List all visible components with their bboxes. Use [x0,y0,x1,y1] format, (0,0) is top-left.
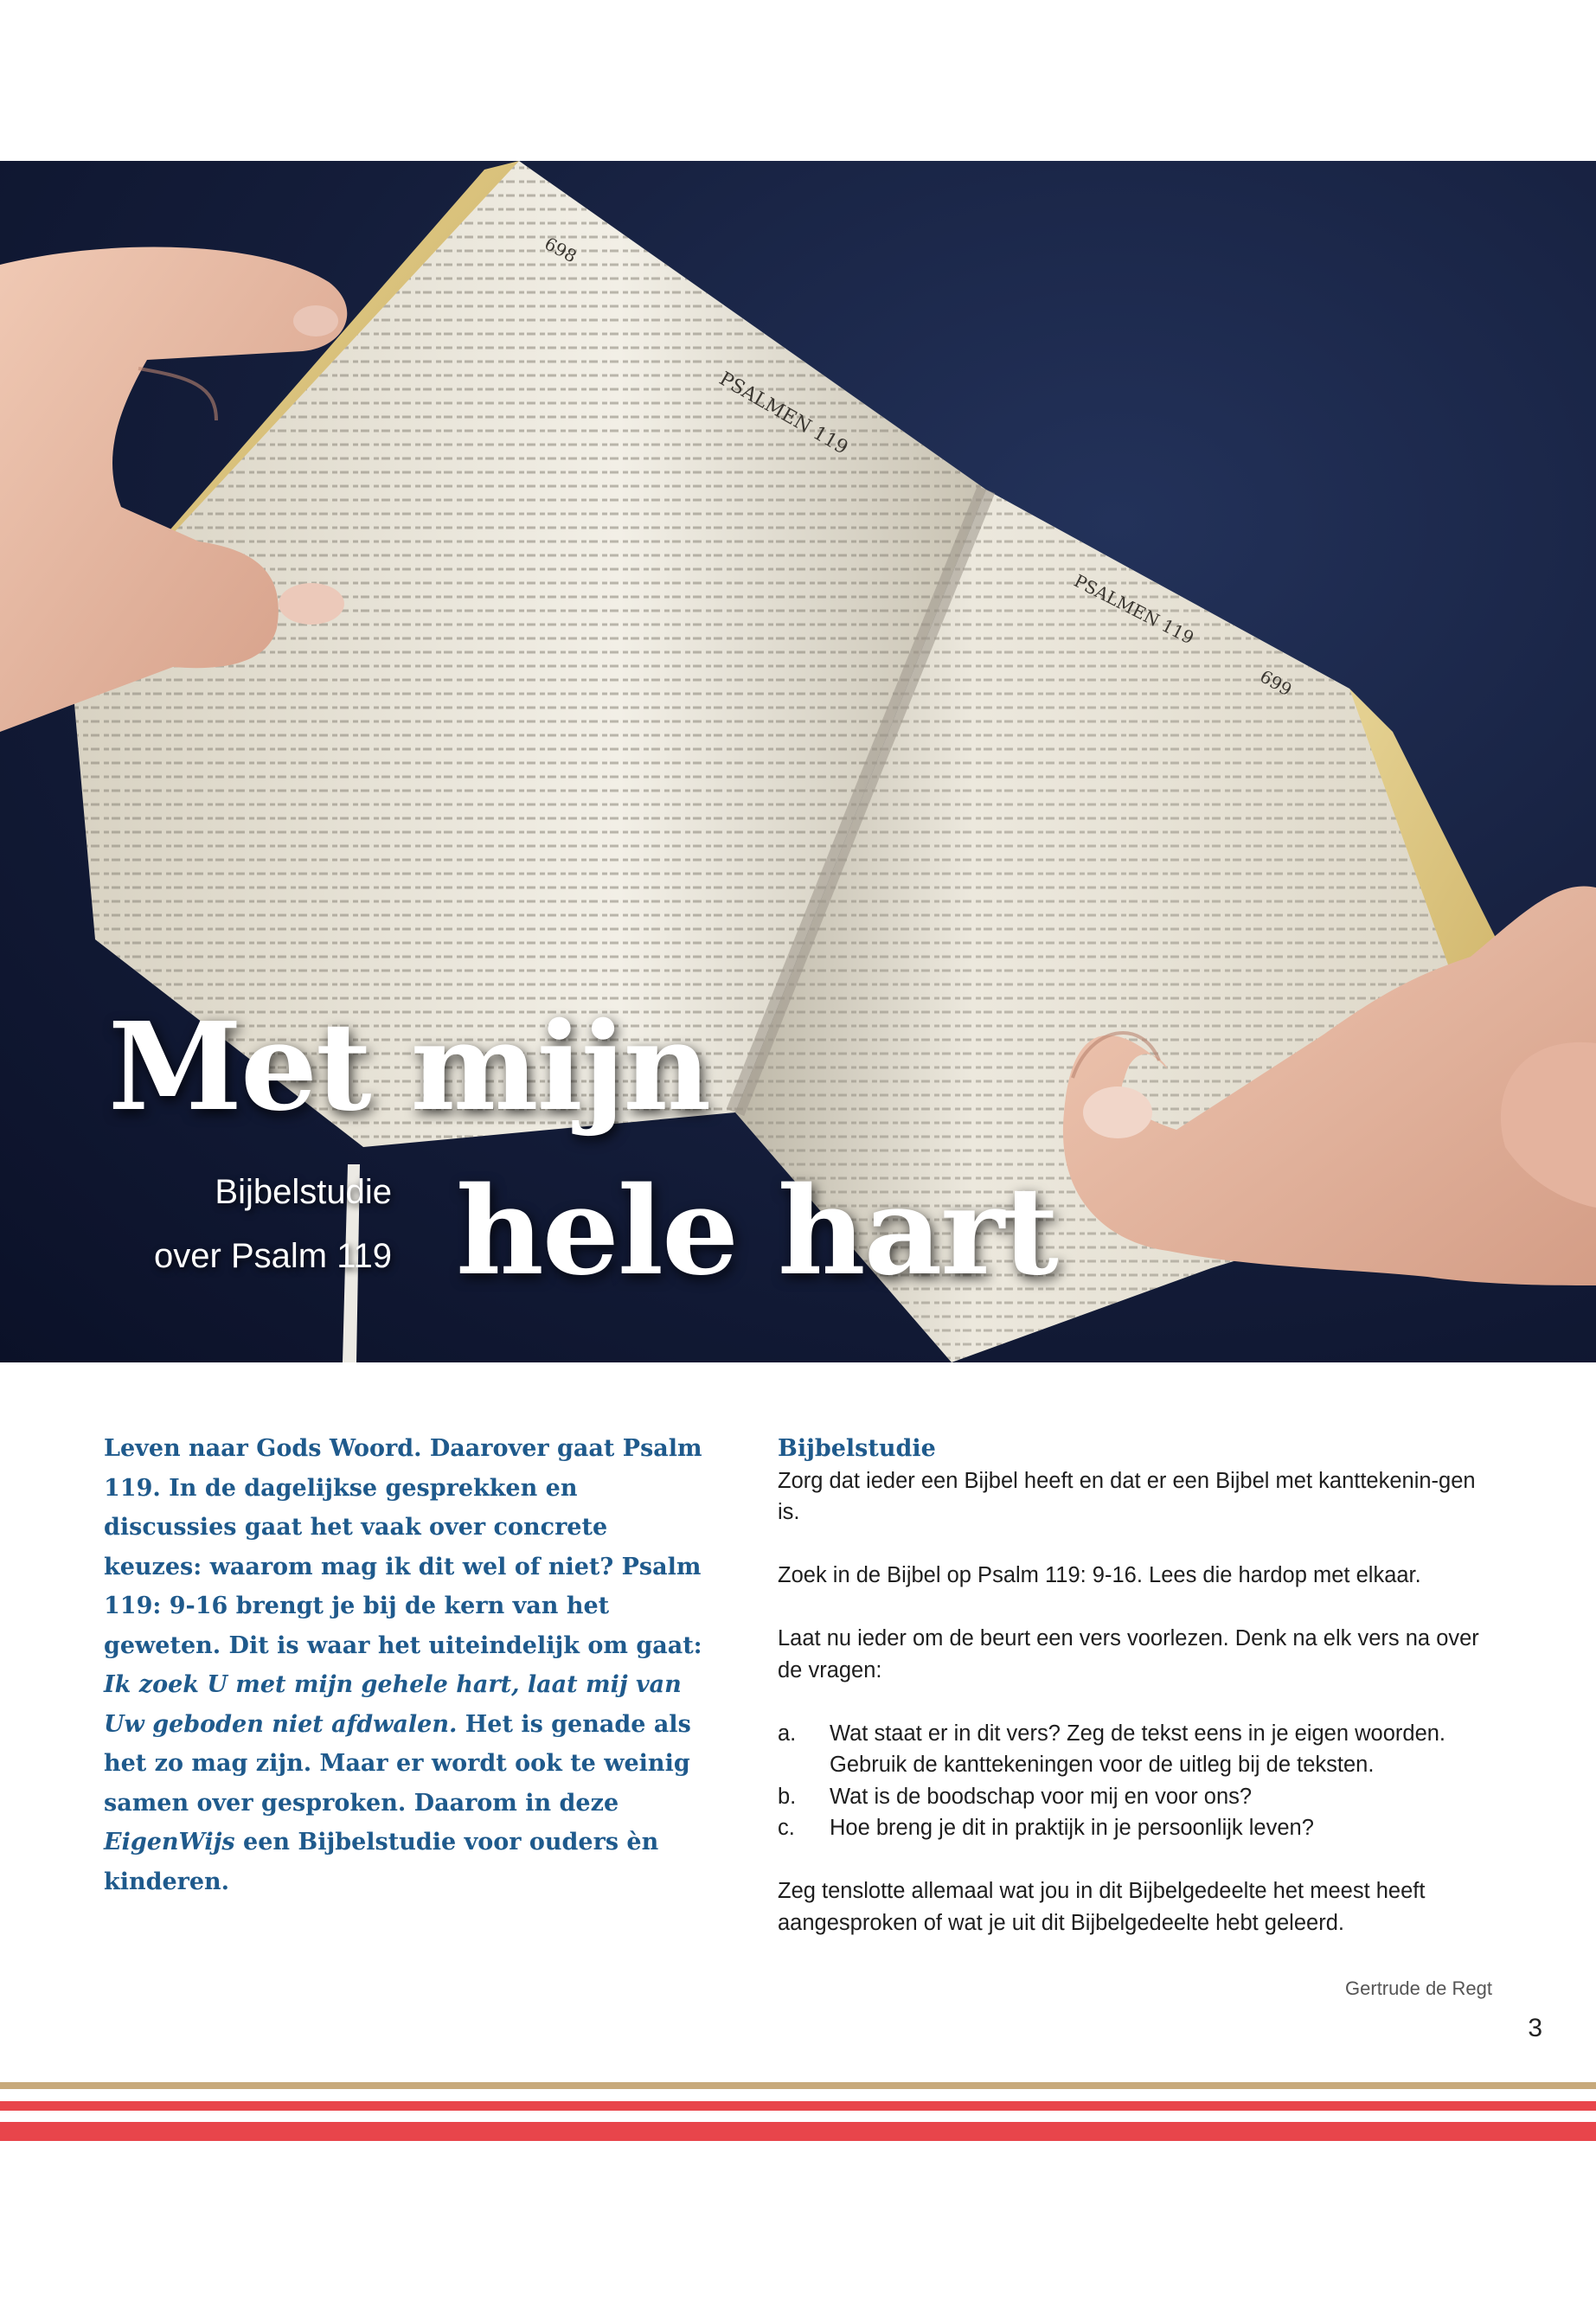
question-text: Wat is de boodschap voor mij en voor ons? [830,1784,1253,1809]
question-item [778,1812,1496,1844]
footer-stripe-red-thick [0,2122,1596,2141]
question-item [778,1781,1496,1813]
intro-text-2: Het is genade als het zo mag zijn. Maar er wordt ook te weinig samen over gesproken. Daarom in deze [104,1710,691,1817]
intro-text-3: een Bijbelstudie voor ouders èn kinderen. [104,1829,659,1895]
hero-subtitle-line-2: over Psalm 119 [154,1237,392,1275]
author-name: Gertrude de Regt [1345,1977,1492,1999]
question-text: Wat staat er in dit vers? Zeg de tekst eens in je eigen woorden. Gebruik de kanttekeningen voor de uitleg bij de teksten. [830,1721,1446,1777]
study-paragraph-3: Laat nu ieder om de beurt een vers voorlezen. Denk na elk vers na over de vragen: [778,1626,1479,1682]
study-heading: Bijbelstudie [778,1435,936,1462]
intro-text-1: Leven naar Gods Woord. Daarover gaat Psalm 119. In de dagelijkse gesprekken en discussies gaat het vaak over concrete keuzes: waarom mag ik dit wel of niet? Psalm 119: 9-16 brengt je bij de kern van het geweten. Dit is waar het uiteindelijk om gaat: [104,1435,702,1659]
study-paragraph-1: Zorg dat ieder een Bijbel heeft en dat er een Bijbel met kanttekenin-gen is. [778,1468,1476,1524]
question-item [778,1718,1496,1781]
question-marker: a. [778,1721,797,1746]
intro-paragraph [104,1429,709,1901]
question-marker: b. [778,1784,797,1809]
bible-study-section [778,1433,1496,1939]
hero-photo [0,161,1596,1362]
footer-stripe-gold [0,2082,1596,2089]
right-page-number: 699 [1256,665,1296,701]
left-page-number: 698 [541,233,580,267]
footer-stripe-red-thin [0,2101,1596,2111]
study-paragraph-4: Zeg tenslotte allemaal wat jou in dit Bijbelgedeelte het meest heeft aangesproken of wat je uit dit Bijbelgedeelte hebt geleerd. [778,1879,1426,1935]
hero-subtitle [154,1160,392,1288]
question-text: Hoe breng je dit in praktijk in je persoonlijk leven? [830,1816,1314,1840]
question-marker: c. [778,1816,795,1840]
magazine-name: EigenWijs [104,1829,235,1856]
study-paragraph-2: Zoek in de Bijbel op Psalm 119: 9-16. Lees die hardop met elkaar. [778,1563,1421,1587]
question-list [778,1718,1496,1844]
intro-quote: Ik zoek U met mijn gehele hart, laat mij van Uw geboden niet afdwalen. [104,1671,682,1738]
page-number: 3 [1528,2014,1542,2042]
hero-subtitle-line-1: Bijbelstudie [215,1173,392,1211]
left-page-header: PSALMEN 119 [715,368,852,459]
right-page-header: PSALMEN 119 [1070,570,1198,649]
hero-title-line-1: Met mijn [108,997,710,1138]
hero-title-line-2: hele hart [456,1161,1057,1303]
